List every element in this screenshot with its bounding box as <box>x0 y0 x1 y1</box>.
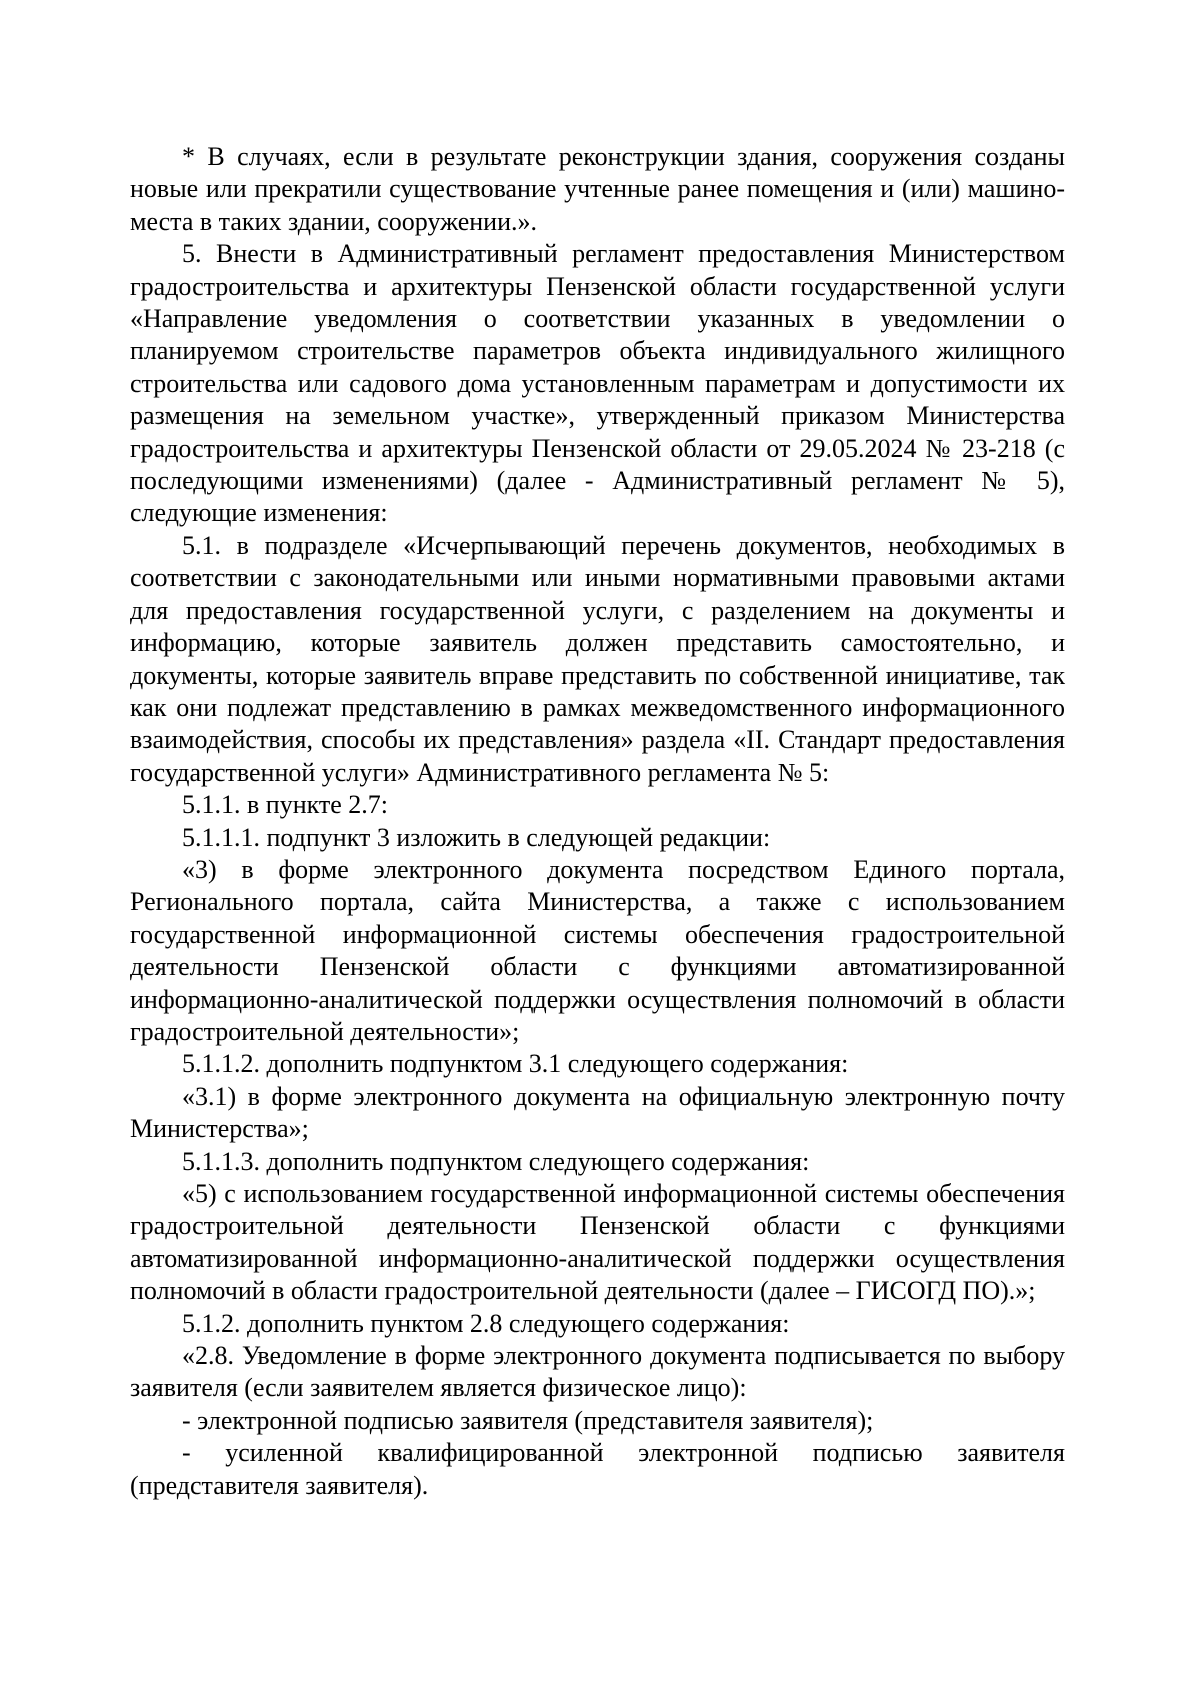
paragraph-quote-3: «3) в форме электронного документа посредством Единого портала, Регионального портала, сайта Министерства, а также с использованием государственной информационной системы обеспечения градостроительной деятельности Пензенской области с функциями автоматизированной информационно-аналитической поддержки осуществления полномочий в области градостроительной деятельности»; <box>130 854 1065 1046</box>
paragraph-quote-3-1: «3.1) в форме электронного документа на официальную электронную почту Министерства»; <box>130 1081 1065 1144</box>
paragraph-item-5-1-1-3: 5.1.1.3. дополнить подпунктом следующего содержания: <box>182 1146 810 1176</box>
paragraph-item-5-1-1: 5.1.1. в пункте 2.7: <box>182 790 389 820</box>
paragraph-quote-2-8: «2.8. Уведомление в форме электронного документа подписывается по выбору заявителя (если заявителем является физическое лицо): <box>130 1341 1065 1403</box>
paragraph-item-5: 5. Внести в Административный регламент предоставления Министерством градостроительства и архитектуры Пензенской области государственной услуги «Направление уведомления о соответствии указанных в уведомлении о планируемом строительстве параметров объекта индивидуального жилищного строительства или садового дома установленным параметрам и допустимости их размещения на земельном участке», утвержденный приказом Министерства градостроительства и архитектуры Пензенской области от 29.05.2024 № 23-218 (с последующими изменениями) (далее - Административный регламент № 5), следующие изменения: <box>130 239 1065 528</box>
paragraph-quote-5: «5) с использованием государственной информационной системы обеспечения градостроительной деятельности Пензенской области с функциями автоматизированной информационно-аналитической поддержки осуществления полномочий в области градостроительной деятельности (далее – ГИСОГД ПО).»; <box>130 1179 1065 1306</box>
paragraph-item-5-1: 5.1. в подразделе «Исчерпывающий перечень документов, необходимых в соответствии с законодательными или иными нормативными правовыми актами для предоставления государственной услуги, с разделением на документы и информацию, которые заявитель должен представить самостоятельно, и документы, которые заявитель вправе представить по собственной инициативе, так как они подлежат представлению в рамках межведомственного информационного взаимодействия, способы их представления» раздела «II. Стандарт предоставления государственной услуги» Административного регламента № 5: <box>130 530 1065 787</box>
paragraph-item-5-1-1-2: 5.1.1.2. дополнить подпунктом 3.1 следующего содержания: <box>182 1049 849 1079</box>
document-body <box>130 141 1065 1502</box>
paragraph-bullet-2: - усиленной квалифицированной электронной подписью заявителя (представителя заявителя). <box>130 1438 1065 1500</box>
paragraph-bullet-1: - электронной подписью заявителя (представителя заявителя); <box>182 1405 874 1435</box>
paragraph-footnote: * В случаях, если в результате реконструкции здания, сооружения созданы новые или прекратили существование учтенные ранее помещения и (или) машиноместа в таких здании, сооружении.». <box>130 142 1065 236</box>
paragraph-item-5-1-1-1: 5.1.1.1. подпункт 3 изложить в следующей редакции: <box>182 822 771 852</box>
paragraph-item-5-1-2: 5.1.2. дополнить пунктом 2.8 следующего содержания: <box>182 1308 790 1338</box>
